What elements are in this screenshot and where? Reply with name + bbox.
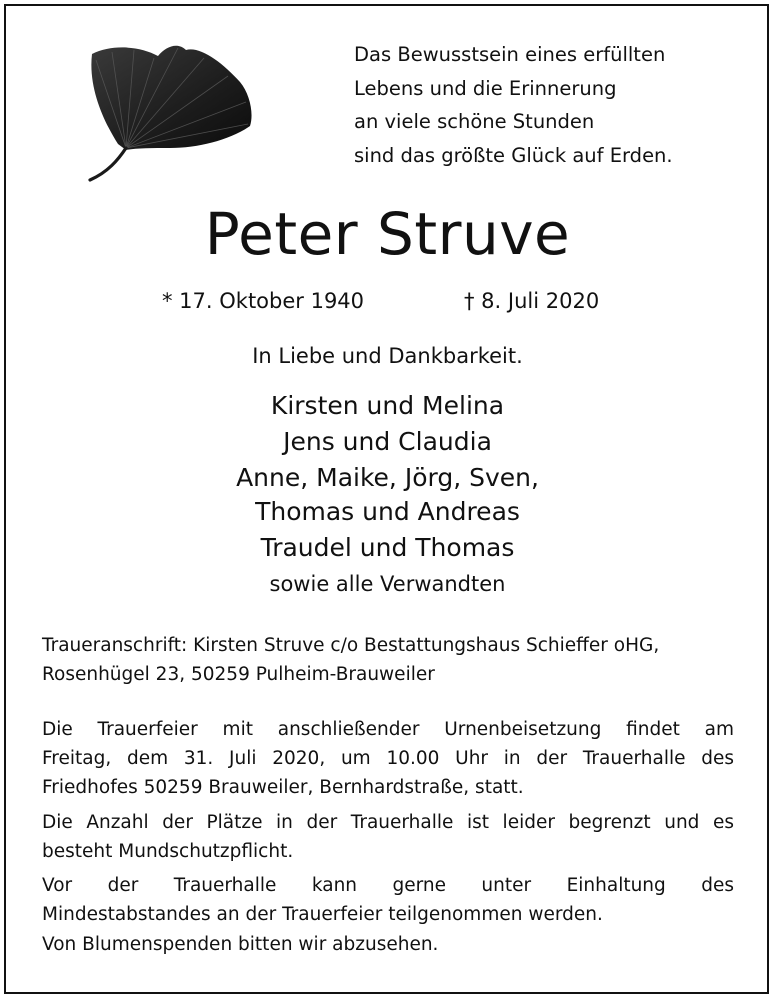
mourner-line: Anne, Maike, Jörg, Sven, (236, 463, 539, 492)
mourner-line: Thomas und Andreas (255, 497, 520, 526)
ginkgo-leaf-icon (82, 36, 257, 191)
flowers-paragraph (42, 930, 734, 959)
relatives-line: sowie alle Verwandten (269, 572, 506, 596)
paragraph-line: Die Anzahl der Plätze in der Trauerhalle ist leider begrenzt und es (42, 812, 734, 833)
paragraph-line: Freitag, dem 31. Juli 2020, um 10.00 Uhr in der Trauerhalle des (42, 748, 734, 769)
paragraph-line: besteht Mundschutzpflicht. (42, 841, 294, 862)
deceased-name: Peter Struve (204, 200, 571, 268)
address-line: Traueranschrift: Kirsten Struve c/o Bestattungshaus Schieffer oHG, (42, 635, 660, 656)
memorial-quote (354, 38, 754, 172)
mourner-line: Kirsten und Melina (270, 391, 505, 420)
paragraph-line: Vor der Trauerhalle kann gerne unter Einhaltung des (42, 875, 734, 896)
paragraph-line: Friedhofes 50259 Brauweiler, Bernhardstraße, statt. (42, 777, 524, 798)
gratitude-line: In Liebe und Dankbarkeit. (252, 344, 523, 368)
mourning-address (42, 631, 734, 689)
distance-paragraph (42, 871, 734, 929)
quote-line: Lebens und die Erinnerung (354, 76, 617, 100)
ceremony-paragraph (42, 715, 734, 802)
seating-paragraph (42, 808, 734, 866)
mourner-line: Traudel und Thomas (260, 533, 515, 562)
address-line: Rosenhügel 23, 50259 Pulheim-Brauweiler (42, 664, 435, 685)
paragraph-line: Mindestabstandes an der Trauerfeier teilgenommen werden. (42, 904, 603, 925)
birth-date: * 17. Oktober 1940 (162, 289, 365, 313)
paragraph-line: Von Blumenspenden bitten wir abzusehen. (42, 934, 439, 955)
paragraph-line: Die Trauerfeier mit anschließender Urnenbeisetzung findet am (42, 719, 734, 740)
quote-line: Das Bewusstsein eines erfüllten (354, 43, 666, 66)
mourner-line: Jens und Claudia (283, 427, 492, 456)
death-date: † 8. Juli 2020 (464, 289, 600, 313)
quote-line: an viele schöne Stunden (354, 110, 595, 133)
quote-line: sind das größte Glück auf Erden. (354, 143, 673, 167)
